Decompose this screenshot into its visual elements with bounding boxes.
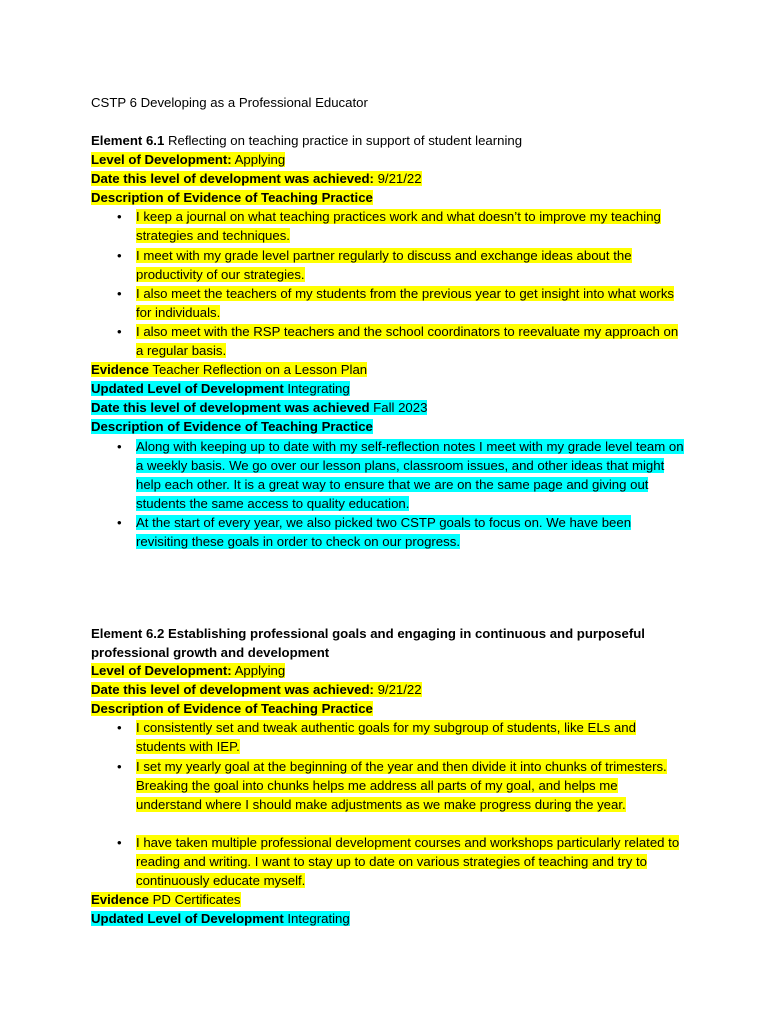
e1-updated-label: Updated Level of Development	[91, 381, 284, 396]
element-6-2-heading-line-1: Element 6.2 Establishing professional goals and engaging in continuous and purposeful	[91, 626, 645, 641]
e2-updated-value: Integrating	[283, 911, 350, 926]
e2-date-row	[91, 680, 422, 699]
e1-bullet-2: I meet with my grade level partner regularly to discuss and exchange ideas about the productivity of our strategies.	[136, 248, 632, 282]
e1-updated-date-label: Date this level of development was achieved	[91, 400, 370, 415]
e2-evidence-label: Evidence	[91, 892, 149, 907]
e1-level-label: Level of Development:	[91, 152, 232, 167]
bullet-icon: •	[117, 720, 122, 735]
e2-date-label: Date this level of development was achieved:	[91, 682, 374, 697]
e2-updated-row	[91, 909, 350, 928]
e1-updated-date-row	[91, 398, 427, 417]
e1-date-value: 9/21/22	[373, 171, 422, 186]
e1-evidence-label: Evidence	[91, 362, 149, 377]
e1-updated-bullet-2: At the start of every year, we also picked two CSTP goals to focus on. We have been revisiting these goals in order to check on our progress.	[136, 515, 632, 549]
e1-bullet-4: I also meet with the RSP teachers and the school coordinators to reevaluate my approach on a regular basis.	[136, 324, 679, 358]
e1-updated-row	[91, 379, 350, 398]
e2-desc-label-row	[91, 699, 373, 718]
e2-evidence-row	[91, 890, 241, 909]
e2-updated-label: Updated Level of Development	[91, 911, 284, 926]
e2-bullet-1: I consistently set and tweak authentic goals for my subgroup of students, like ELs and students with IEP.	[136, 720, 636, 754]
e2-date-value: 9/21/22	[373, 682, 422, 697]
e1-bullet-1: I keep a journal on what teaching practices work and what doesn’t to improve my teaching strategies and techniques.	[136, 209, 661, 243]
e1-evidence-row	[91, 360, 367, 379]
bullet-icon: •	[117, 209, 122, 224]
e1-updated-bullet-1: Along with keeping up to date with my self-reflection notes I meet with my grade level team on a weekly basis. We go over our lesson plans, classroom issues, and other ideas that might help each other. It is a great way to ensure that we are on the same page and giving out students the same access to quality education.	[136, 439, 684, 511]
e2-bullet-3: I have taken multiple professional development courses and workshops particularly related to reading and writing. I want to stay up to date on various strategies of teaching and try to continuously educate myself.	[136, 835, 680, 888]
bullet-icon: •	[117, 439, 122, 454]
e1-evidence-value: Teacher Reflection on a Lesson Plan	[148, 362, 368, 377]
e1-desc2-label: Description of Evidence of Teaching Practice	[91, 419, 373, 434]
e1-desc-label: Description of Evidence of Teaching Practice	[91, 190, 373, 205]
e1-desc2-label-row	[91, 417, 373, 436]
bullet-icon: •	[117, 286, 122, 301]
e1-desc-label-row	[91, 188, 373, 207]
e2-bullet-2: I set my yearly goal at the beginning of the year and then divide it into chunks of trimesters. Breaking the goal into chunks helps me address all parts of my goal, and helps me understand where I should make adjustments as we make progress during the year.	[136, 759, 667, 812]
e1-level-value: Applying	[231, 152, 286, 167]
e2-desc-label: Description of Evidence of Teaching Practice	[91, 701, 373, 716]
bullet-icon: •	[117, 515, 122, 530]
bullet-icon: •	[117, 835, 122, 850]
document-title: CSTP 6 Developing as a Professional Educator	[91, 95, 368, 110]
bullet-icon: •	[117, 248, 122, 263]
element-6-1-heading: Element 6.1 Reflecting on teaching practice in support of student learning	[91, 133, 523, 148]
e2-level-row	[91, 661, 285, 680]
e1-updated-date-value: Fall 2023	[369, 400, 428, 415]
e1-updated-value: Integrating	[283, 381, 350, 396]
bullet-icon: •	[117, 759, 122, 774]
e1-level-row	[91, 150, 285, 169]
e2-level-value: Applying	[231, 663, 286, 678]
element-6-2-heading-line-2: professional growth and development	[91, 645, 330, 660]
e2-evidence-value: PD Certificates	[148, 892, 241, 907]
e1-date-label: Date this level of development was achieved:	[91, 171, 374, 186]
e2-level-label: Level of Development:	[91, 663, 232, 678]
e1-date-row	[91, 169, 422, 188]
bullet-icon: •	[117, 324, 122, 339]
e1-bullet-3: I also meet the teachers of my students from the previous year to get insight into what works for individuals.	[136, 286, 675, 320]
